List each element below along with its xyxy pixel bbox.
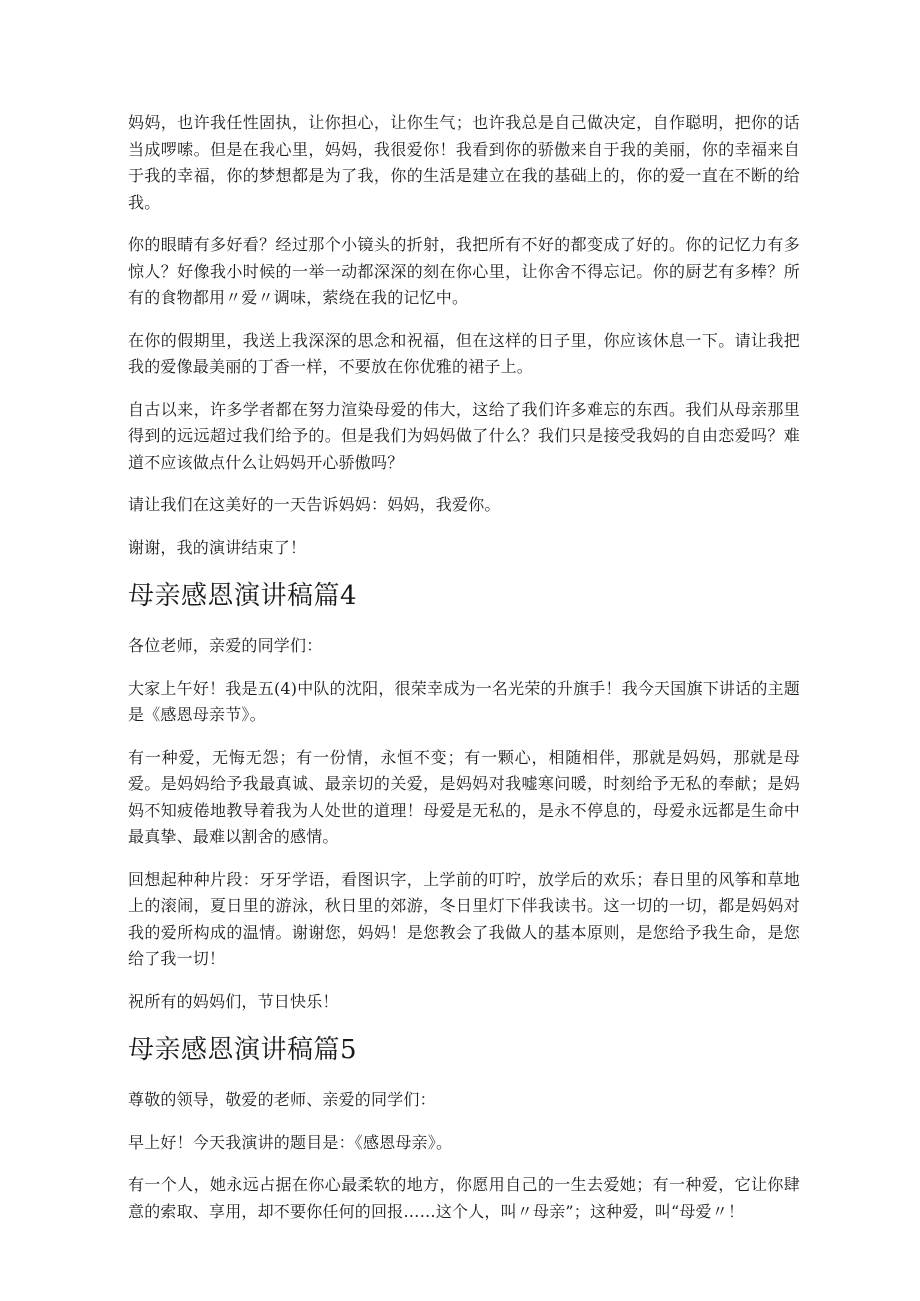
paragraph: 各位老师，亲爱的同学们： — [128, 636, 323, 655]
paragraph: 尊敬的领导，敬爱的老师、亲爱的同学们： — [128, 1090, 436, 1109]
paragraph: 祝所有的妈妈们，节日快乐！ — [128, 991, 339, 1011]
paragraph: 自古以来，许多学者都在努力渲染母爱的伟大，这给了我们许多难忘的东西。我们从母亲那里得到的远远超过我们给予的。但是我们为妈妈做了什么？我们只是接受我妈的自由恋爱吗？难道不应该做点什么让妈妈开心骄傲吗？ — [128, 399, 800, 472]
document-page — [128, 110, 800, 1241]
section-5-heading: 母亲感恩演讲稿篇5 — [128, 1035, 358, 1065]
paragraph: 有一个人，她永远占据在你心最柔软的地方，你愿用自己的一生去爱她；有一种爱，它让你肆意的索取、享用，却不要你任何的回报……这个人，叫〃母亲”；这种爱，叫“母爱〃！ — [128, 1175, 800, 1221]
paragraph: 大家上午好！我是五(4)中队的沈阳，很荣幸成为一名光荣的升旗手！我今天国旗下讲话的主题是《感恩母亲节》。 — [128, 678, 800, 724]
paragraph: 回想起种种片段：牙牙学语，看图识字，上学前的叮咛，放学后的欢乐；春日里的风筝和草地上的滚闹，夏日里的游泳，秋日里的郊游，冬日里灯下伴我读书。这一切的一切，都是妈妈对我的爱所构成的温情。谢谢您，妈妈！是您教会了我做人的基本原则，是您给予我生命，是您给了我一切！ — [128, 869, 800, 968]
section-4-heading: 母亲感恩演讲稿篇4 — [128, 581, 358, 611]
paragraph: 有一种爱，无悔无怨；有一份情，永恒不变；有一颗心，相随相伴，那就是妈妈，那就是母爱。是妈妈给予我最真诚、最亲切的关爱，是妈妈对我嘘寒问暖，时刻给予无私的奉献；是妈妈不知疲倦地教导着我为人处世的道理！母爱是无私的，是永不停息的，母爱永远都是生命中最真挚、最难以割舍的感情。 — [128, 747, 800, 846]
paragraph: 在你的假期里，我送上我深深的思念和祝福，但在这样的日子里，你应该休息一下。请让我把我的爱像最美丽的丁香一样，不要放在你优雅的裙子上。 — [128, 330, 800, 376]
paragraph: 谢谢，我的演讲结束了！ — [128, 537, 307, 557]
paragraph: 早上好！今天我演讲的题目是：《感恩母亲》。 — [128, 1132, 453, 1152]
paragraph: 请让我们在这美好的一天告诉妈妈：妈妈，我爱你。 — [128, 495, 501, 514]
paragraph: 妈妈，也许我任性固执，让你担心，让你生气；也许我总是自己做决定，自作聪明，把你的话当成啰嗦。但是在我心里，妈妈，我很爱你！我看到你的骄傲来自于我的美丽，你的幸福来自于我的幸福，你的梦想都是为了我，你的生活是建立在我的基础上的，你的爱一直在不断的给我。 — [128, 113, 800, 212]
paragraph: 你的眼睛有多好看？经过那个小镜头的折射，我把所有不好的都变成了好的。你的记忆力有多惊人？好像我小时候的一举一动都深深的刻在你心里，让你舍不得忘记。你的厨艺有多棒？所有的食物都用〃爱〃调味，萦绕在我的记忆中。 — [128, 235, 800, 307]
